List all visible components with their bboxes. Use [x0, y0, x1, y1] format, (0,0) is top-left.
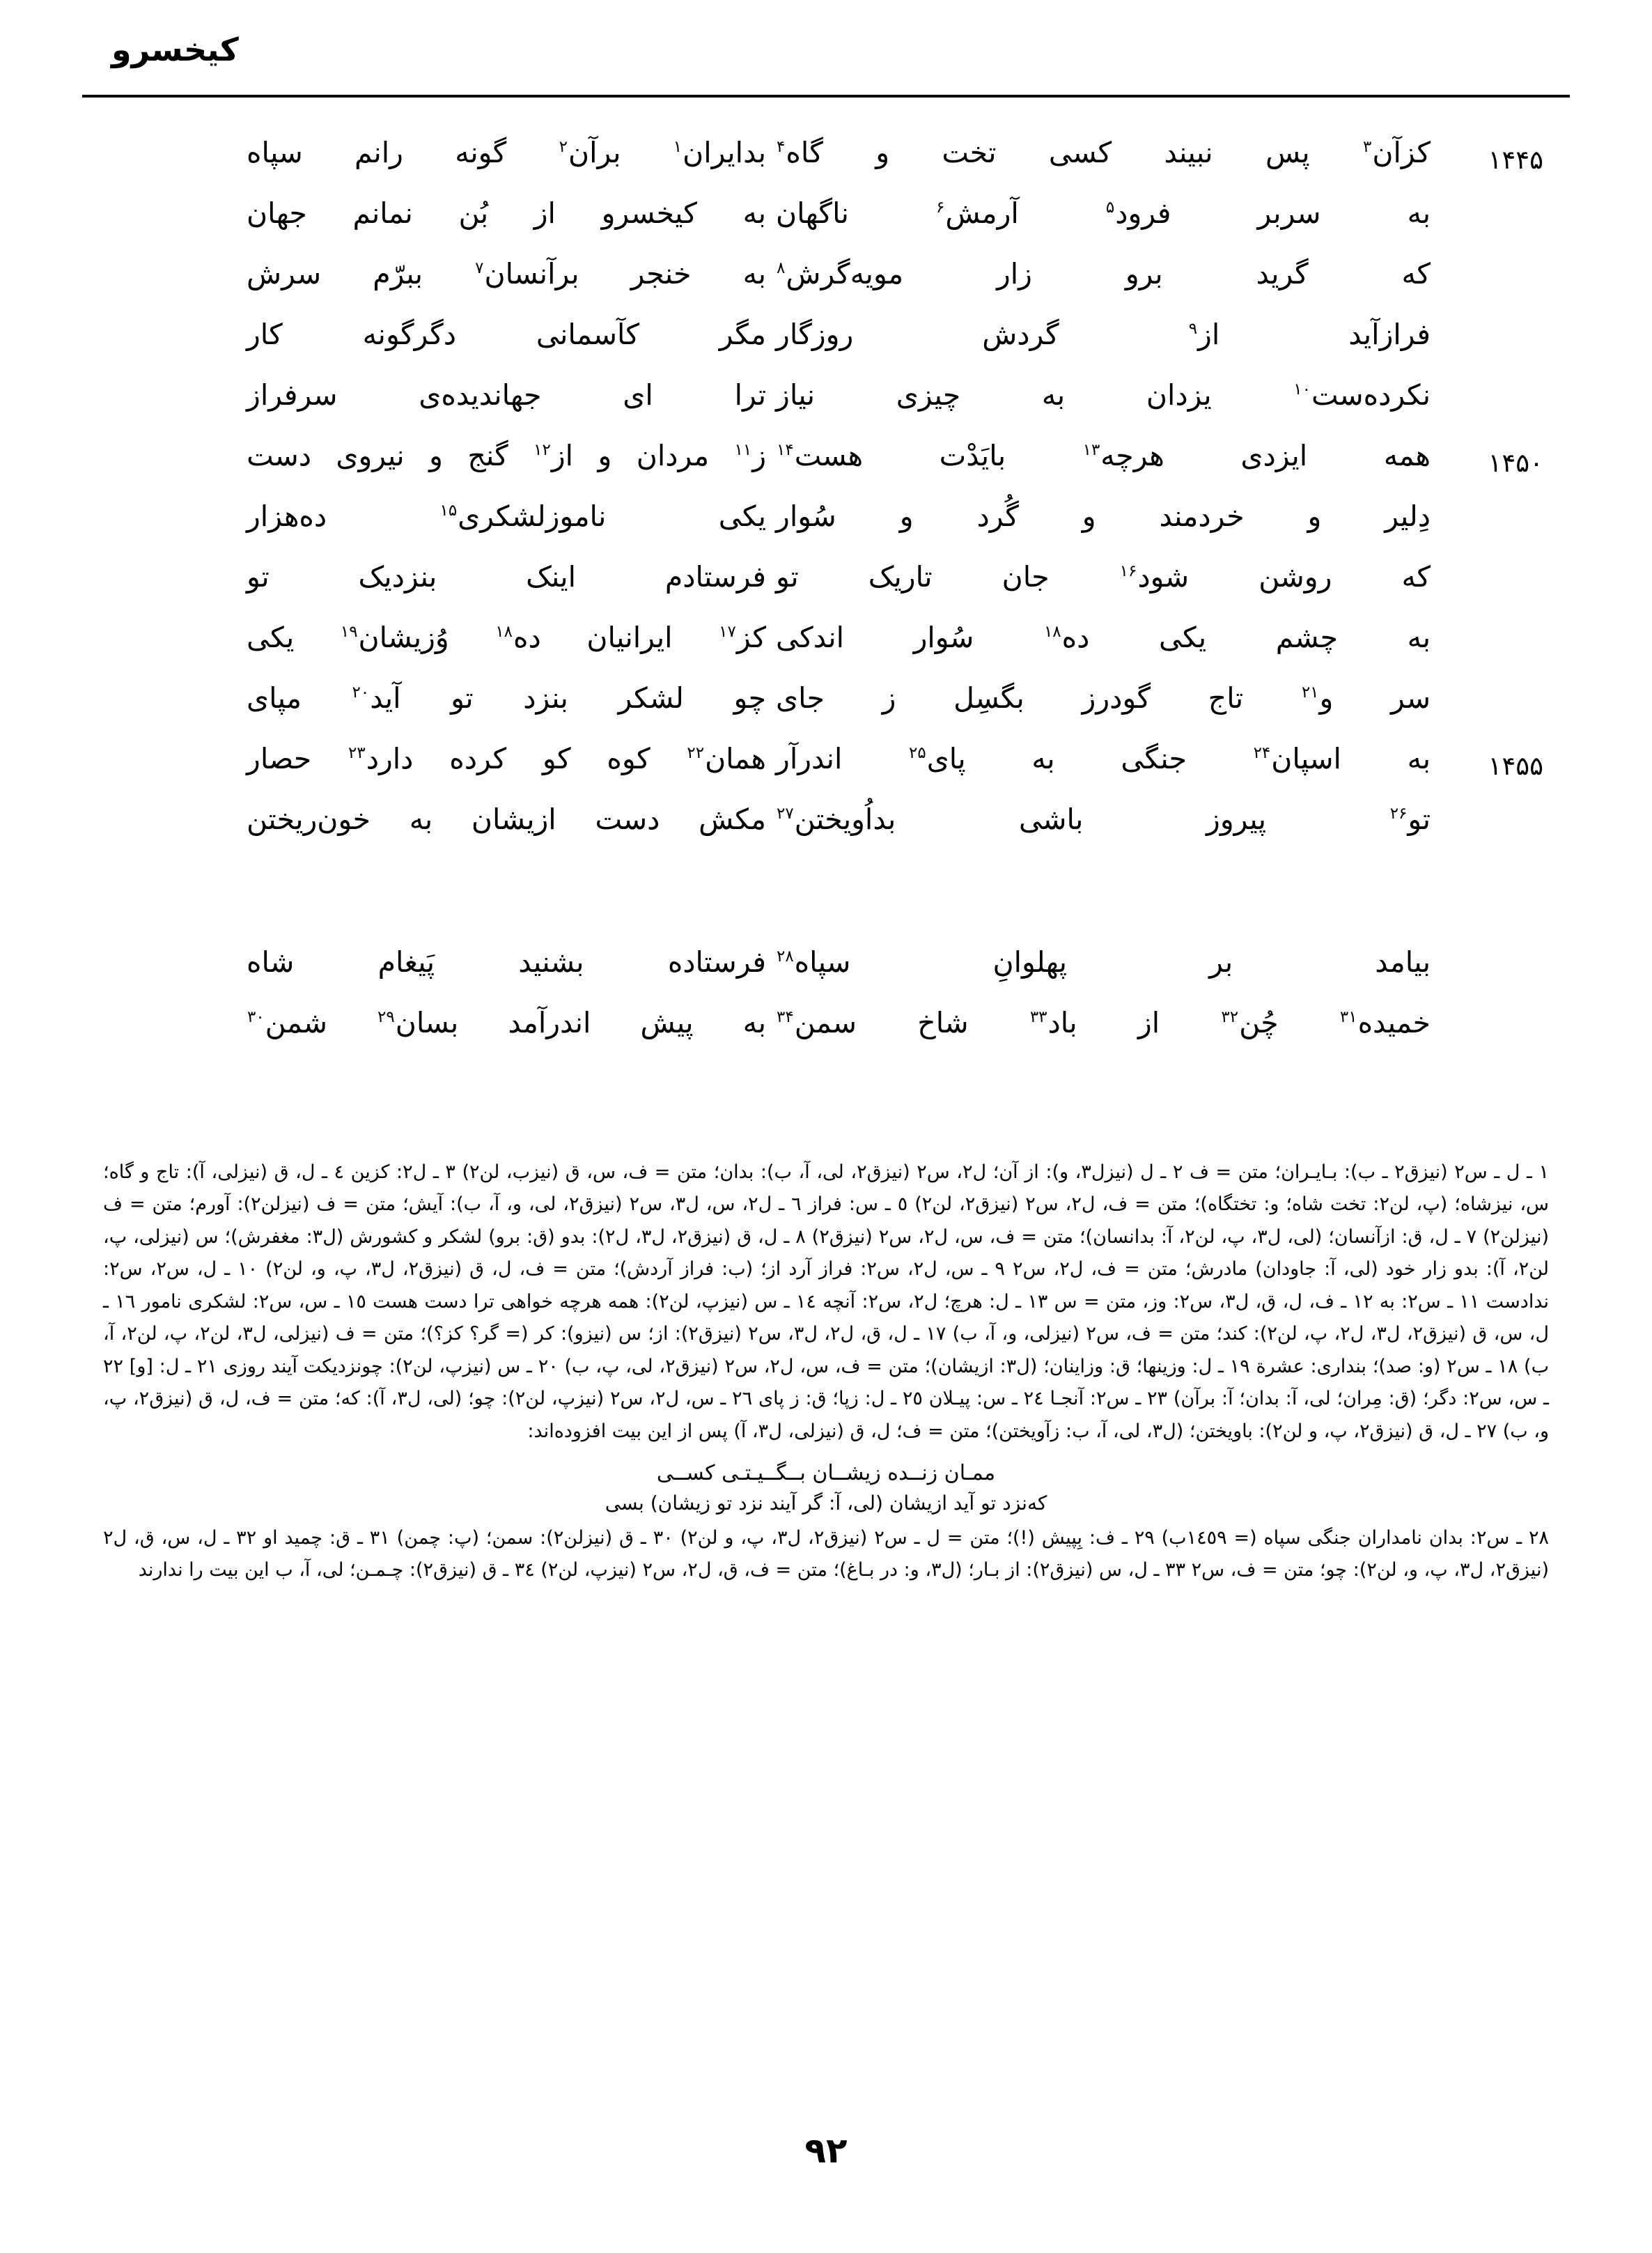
- apparatus-paragraph: ۲۸ ـ س۲: بدان نامداران جنگی سپاه (= ۱٤٥۹ب) ۲۹ ـ ف: بِپیش (!)؛ متن = ل ـ س۲ (نیزق۲، ل۳، پ، و لن۲) ۳۰ ـ ق (نیزلن۲): سمن؛ (پ: چمن) ۳۱ ـ ق: چمید او ۳۲ ـ ل، س، ق، ل۲ (نیزق۲، ل۳، پ، و، لن۲): چو؛ متن = ف، س۲ ۳۳ ـ ل، س (نیزق۲): از بـار؛ (ل۳، و: در بـاغ)؛ متن = ف، ق، ل۲، س۲ (نیزپ، لن۲) ۳٤ ـ ق (نیزق۲): چـمـن؛ لی، آ، ب این بیت را ندارند: [103, 1526, 1550, 1581]
- verse-line-number: ۱۴۵۵: [1488, 751, 1543, 781]
- apparatus-block: [103, 1156, 1549, 1587]
- hemistich-first: مگر کآسمانی دگرگونه کار: [247, 318, 766, 351]
- apparatus-paragraph: ۱ ـ ل ـ س۲ (نیزق۲ ـ ب): بـایـران؛ متن = ف ۲ ـ ل (نیزل۳، و): از آن؛ ل۲، س۲ (نیزق۲، لی، آ، ب): بدان؛ متن = ف، س، ق (نیزب، لن۲) ۳ ـ ل۲: کزین ٤ ـ ل، ق (نیزلی، آ): تاج و گاه؛ س، نیزشاه؛ (پ، لن۲: تخت شاه؛ و: تختگاه)؛ متن = ف، ل۲، س۲ (نیزق۲، لن۲) ٥ ـ س: فراز ٦ ـ ل۲، س، ل۳، س۲ (نیزق۲، لی، و، آ، ب): آیش؛ متن = ف (نیزلن۲): آورم؛ متن = ف (نیزلن۲) ۷ ـ ل، ق: ازآنسان؛ (لی، ل۳، پ، لن۲، آ: بدانسان)؛ متن = ف، س، ل۲، س۲ (نیزق۲) ۸ ـ ل، ق (نیزق۲، ل۳، ل۲): بدو (ق: برو) لشکر و کشورش (ل۳: مغفرش)؛ س (نیزلی، پ، لن۲، آ): بدو زار خود (لی، آ: جاودان) مادرش؛ متن = ف، ل۲، س۲ ۹ ـ س، ل۲، س۲: فراز آرد از؛ (ب: فراز آردش)؛ متن = ف، ل، ق (نیزق۲، ل۳، پ، و، لن۲) ۱۰ ـ ل، س۲، س۲: ندادست ۱۱ ـ س۲: به ۱۲ ـ ف، ل، ق، ل۳، س۲: وز، متن = س ۱۳ ـ ل: هرچ؛ ل۲، س۲: آنچه ۱٤ ـ س (نیزپ، لن۲): همه هرچه خواهی ترا دست هست ۱٥ ـ س، س۲: لشکری نامور ۱٦ ـ ل، س، ق (نیزق۲، ل۳، ل۲، پ، لن۲): کند؛ متن = ف، س۲ (نیزلی، و، آ، ب) ۱۷ ـ ل، ق، ل۲، ل۳، س۲ (نیزق۲): از؛ س (نیزو): کر (= گر؟ کز؟)؛ متن = ف (نیزلی، ل۳، لن۲، پ، لن۲، آ، ب) ۱۸ ـ س۲ (و: صد)؛ بنداری: عشرة ۱۹ ـ ل: وزینها؛ ق: وزاینان؛ (ل۳: ازیشان)؛ متن = ف، س، ل۲، س۲ (نیزق۲، لی، پ، ب) ۲۰ ـ س (نیزپ، لن۲): چونزدیکت آیند روزی ۲۱ ـ ل: [و] ۲۲ ـ س، س۲: دگر؛ (ق: مِران؛ لی، آ: بدان؛ آ: برآن) ۲۳ ـ س۲: آنجـا ۲٤ ـ س: پیـلان ۲٥ ـ ل: زپا؛ ق: ز پای ۲٦ ـ س، ل۲، س۲ (نیزپ، لن۲): چو؛ (لی، ل۳، آ): که؛ متن = ف، ل، ق (نیزق۲، پ، و، ب) ۲۷ ـ ل، ق (نیزق۲، پ، و لن۲): باویختن؛ (ل۳، لی، آ، ب: زآویختن)؛ متن = ف؛ ل، ق (نیزلی، ل۳، آ) پس از این بیت افزوده‌اند:: [103, 1161, 1550, 1442]
- hemistich-second: بیامد بر پهلوانِ سپاه$^{۲۸}$: [777, 945, 1431, 979]
- hemistich-second: دِلیر و خردمند و گُرد و سُوار: [776, 500, 1431, 533]
- hemistich-second: خمیده$^{۳۱}$ چُن$^{۳۲}$ از باد$^{۳۳}$ شاخ سمن$^{۳۴}$: [777, 1006, 1431, 1039]
- hemistich-first: به کیخسرو از بُن نمانم جهان: [247, 196, 766, 230]
- verse-block: [82, 132, 1570, 1063]
- hemistich-first: یکی ناموزلشکری$^{۱۵}$ ده‌هزار: [247, 500, 766, 533]
- hemistich-first: کز$^{۱۷}$ ایرانیان ده$^{۱۸}$ وُزیشان$^{۱۹}$ یکی: [247, 621, 766, 654]
- hemistich-second: سر و$^{۲۱}$ تاج گودرز بگسِل ز جای: [776, 681, 1431, 715]
- verse-line-number: [1472, 496, 1570, 509]
- hemistich-first: به خنجر برآنسان$^۷$ ببرّم سرش: [247, 257, 766, 291]
- hemistich-first: فرستادم اینک بنزدیک تو: [247, 560, 766, 594]
- verse-couplet: [82, 132, 1570, 193]
- hemistich-second: به سربر فرود$^۵$ آرمش$^۶$ ناگهان: [776, 196, 1431, 230]
- hemistich-first: چو لشکر بنزد تو آید$^{۲۰}$ مپای: [247, 681, 766, 715]
- hemistich-second: به چشم یکی ده$^{۱۸}$ سُوار اندکی: [776, 621, 1431, 654]
- hemistich-first: همان$^{۲۲}$ کوه کو کرده دارد$^{۲۳}$ حصار: [247, 742, 766, 775]
- hemistich-first: ز$^{۱۱}$ مردان و از$^{۱۲}$ گنج و نیروی دست: [247, 439, 766, 472]
- header-rule: [82, 95, 1570, 98]
- hemistich-second: تو$^{۲۶}$ پیروز باشی بداُویختن$^{۲۷}$: [777, 803, 1431, 836]
- running-head-title: کیخسرو: [111, 31, 239, 68]
- verse-line-number: [1472, 1002, 1570, 1015]
- verse-couplet: [82, 193, 1570, 254]
- hemistich-second: که روشن شود$^{۱۶}$ جان تاریک تو: [776, 560, 1431, 594]
- verse-line-number: [1472, 557, 1570, 569]
- apparatus-inset-verse-line-2: که‌نزد تو آید ازیشان (لی، آ: گر آیند نزد تو زیشان) بسی: [605, 1491, 1047, 1515]
- verse-line-number: [1472, 193, 1570, 206]
- hemistich-second: همه ایزدی هرچه$^{۱۳}$ بایَدْت هست$^{۱۴}$: [777, 439, 1431, 472]
- verse-couplet: [82, 799, 1570, 860]
- verse-couplet: [82, 314, 1570, 375]
- verse-couplet: [82, 254, 1570, 314]
- hemistich-first: مکش دست ازیشان به خون‌ریختن: [247, 803, 766, 836]
- verse-couplet: [82, 557, 1570, 617]
- verse-line-number: [1472, 678, 1570, 690]
- verse-line-number: [1472, 314, 1570, 327]
- hemistich-second: به اسپان$^{۲۴}$ جنگی به پای$^{۲۵}$ اندرآر: [776, 742, 1431, 775]
- verse-line-number: [1472, 375, 1570, 387]
- hemistich-second: فرازآید از$^۹$ گردش روزگار: [776, 318, 1431, 351]
- verse-couplet: [82, 435, 1570, 496]
- verse-couplet: [82, 738, 1570, 799]
- verse-couplet: [82, 942, 1570, 1002]
- verse-line-number: ۱۴۴۵: [1488, 145, 1543, 175]
- verse-couplet: [82, 678, 1570, 738]
- hemistich-first: بدایران$^۱$ برآن$^۲$ گونه رانم سپاه: [247, 136, 766, 169]
- apparatus-inset-verse: [103, 1457, 1549, 1518]
- verse-couplet: [82, 617, 1570, 678]
- hemistich-second: نکرده‌ست$^{۱۰}$ یزدان به چیزی نیاز: [776, 378, 1431, 412]
- verse-line-number: [1472, 942, 1570, 954]
- page-number: ۹۲: [804, 2130, 848, 2171]
- hemistich-second: که گرید برو زار مویه‌گرش$^۸$: [777, 257, 1431, 291]
- running-head: [111, 31, 1541, 68]
- verse-couplet: [82, 375, 1570, 435]
- apparatus-inset-verse-line-1: ممـان زنــده زیشــان بــگــیـتـی کســی: [656, 1460, 996, 1485]
- verse-line-number: [1472, 617, 1570, 630]
- hemistich-first: فرستاده بشنید پَیغام شاه: [247, 945, 766, 979]
- verse-couplet: [82, 1002, 1570, 1063]
- verse-line-number: [1472, 799, 1570, 812]
- verse-couplet: [82, 496, 1570, 557]
- hemistich-second: کزآن$^۳$ پس نبیند کسی تخت و گاه$^۴$: [777, 136, 1431, 169]
- verse-line-number: [1472, 254, 1570, 266]
- hemistich-first: به پیش اندرآمد بسان$^{۲۹}$ شمن$^{۳۰}$: [247, 1006, 766, 1039]
- verse-line-number: ۱۴۵۰: [1488, 448, 1543, 478]
- hemistich-first: ترا ای جهاندیده‌ی سرفراز: [247, 378, 766, 412]
